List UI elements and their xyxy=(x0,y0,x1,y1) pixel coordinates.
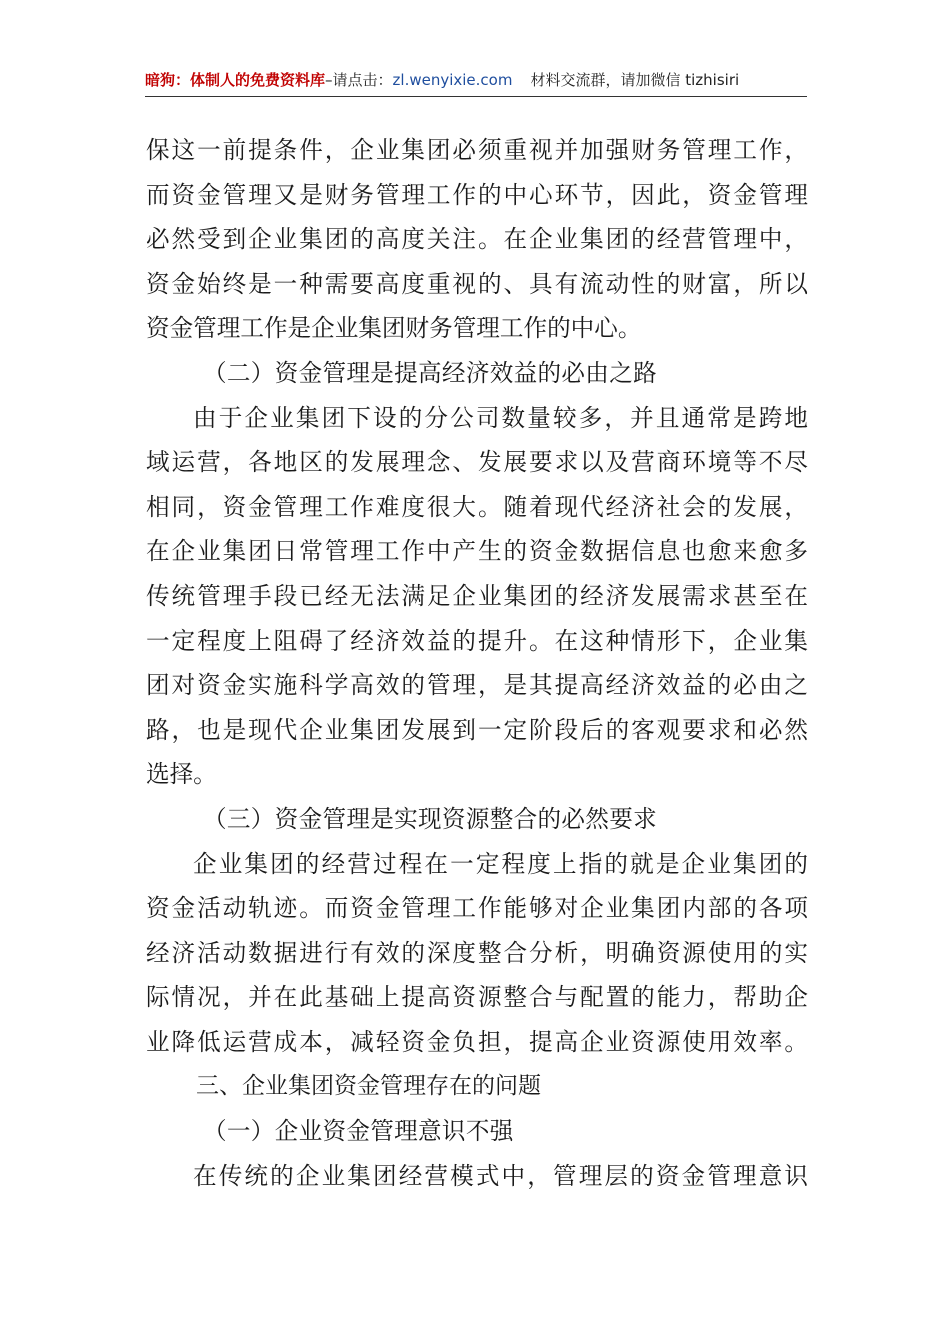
click-prompt: –请点击： xyxy=(325,71,393,89)
paragraph-line: 企业集团的经营过程在一定程度上指的就是企业集团的 xyxy=(193,849,808,878)
paragraph-line: 业降低运营成本，减轻资金负担，提高企业资源使用效率。 xyxy=(146,1027,808,1056)
paragraph-line: 相同，资金管理工作难度很大。随着现代经济社会的发展， xyxy=(146,492,808,521)
paragraph-line: 路，也是现代企业集团发展到一定阶段后的客观要求和必然 xyxy=(146,715,808,744)
document-body xyxy=(146,128,808,1198)
paragraph-line: 在企业集团日常管理工作中产生的资金数据信息也愈来愈多 xyxy=(146,537,808,566)
site-name: 暗狗：体制人的免费资料库 xyxy=(145,71,326,89)
paragraph-line: 域运营，各地区的发展理念、发展要求以及营商环境等不尽 xyxy=(146,448,808,477)
paragraph-line: 资金管理工作是企业集团财务管理工作的中心。 xyxy=(146,314,642,343)
paragraph-line: 际情况，并在此基础上提高资源整合与配置的能力，帮助企 xyxy=(146,983,808,1012)
paragraph-line: 传统管理手段已经无法满足企业集团的经济发展需求甚至在 xyxy=(146,581,808,610)
paragraph-line: 保这一前提条件，企业集团必须重视并加强财务管理工作， xyxy=(146,136,808,164)
paragraph-line: 必然受到企业集团的高度关注。在企业集团的经营管理中， xyxy=(146,225,808,254)
paragraph-line: 而资金管理又是财务管理工作的中心环节，因此，资金管理 xyxy=(146,180,808,209)
site-url-link[interactable]: zl.wenyixie.com xyxy=(392,71,513,89)
paragraph-line: 一定程度上阻碍了经济效益的提升。在这种情形下，企业集 xyxy=(146,626,808,655)
paragraph-line: 在传统的企业集团经营模式中，管理层的资金管理意识 xyxy=(193,1161,808,1190)
paragraph-line: 资金活动轨迹。而资金管理工作能够对企业集团内部的各项 xyxy=(146,894,808,923)
section-heading: 三、企业集团资金管理存在的问题 xyxy=(196,1073,541,1100)
subheading: （二）资金管理是提高经济效益的必由之路 xyxy=(203,358,657,387)
subheading: （一）企业资金管理意识不强 xyxy=(203,1117,514,1146)
paragraph-line: 选择。 xyxy=(146,760,217,789)
paragraph-line: 团对资金实施科学高效的管理，是其提高经济效益的必由之 xyxy=(146,671,808,700)
wechat-note: 材料交流群，请加微信 tizhisiri xyxy=(530,71,740,89)
page-header xyxy=(145,68,807,97)
paragraph-line: 由于企业集团下设的分公司数量较多，并且通常是跨地 xyxy=(193,403,808,432)
paragraph-line: 经济活动数据进行有效的深度整合分析，明确资源使用的实 xyxy=(146,938,808,967)
subheading: （三）资金管理是实现资源整合的必然要求 xyxy=(203,804,657,833)
paragraph-line: 资金始终是一种需要高度重视的、具有流动性的财富，所以 xyxy=(146,269,808,298)
